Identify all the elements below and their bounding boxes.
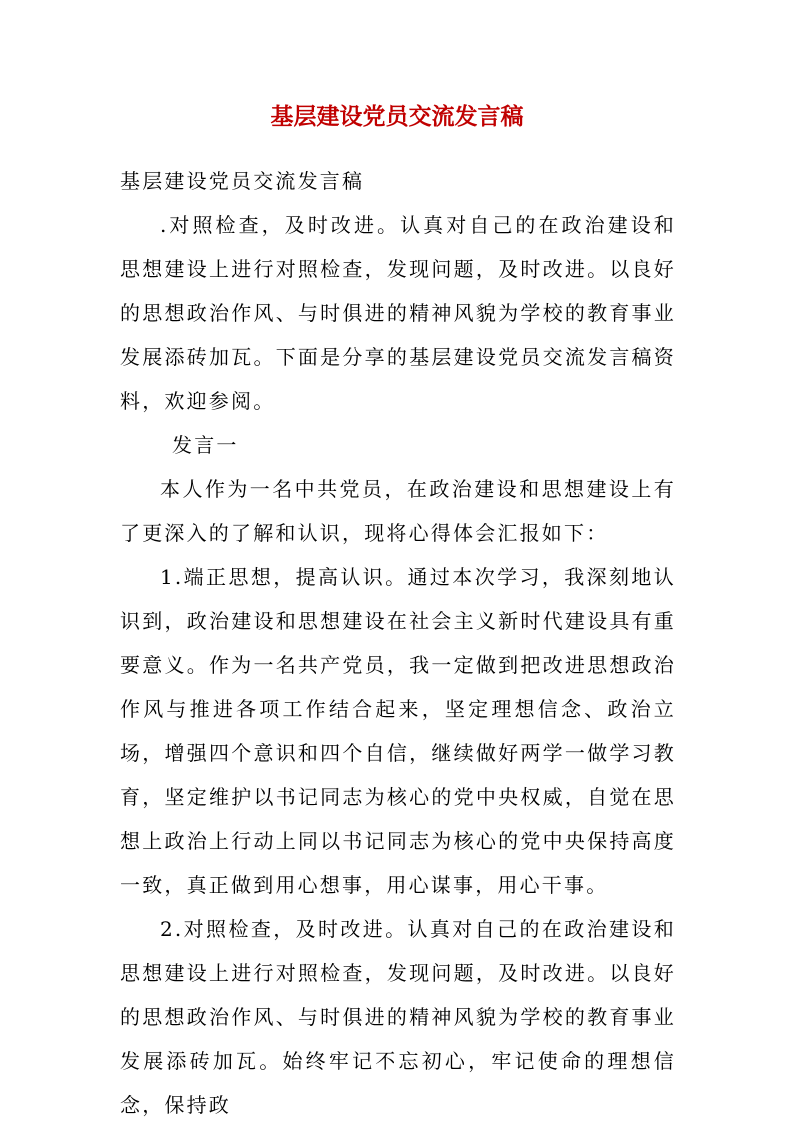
body-paragraph: 2.对照检查，及时改进。认真对自己的在政治建设和思想建设上进行对照检查，发现问题，及时改进。以良好的思想政治作风、与时俱进的精神风貌为学校的教育事业发展添砖加瓦。始终牢记不忘初心，牢记使命的理想信念，保持政 (120, 917, 676, 1117)
section-heading: 发言一 (172, 433, 239, 457)
document-body (120, 159, 676, 1127)
body-paragraph: 本人作为一名中共党员，在政治建设和思想建设上有了更深入的了解和认识，现将心得体会汇报如下： (120, 477, 676, 545)
body-paragraph: 1.端正思想，提高认识。通过本次学习，我深刻地认识到，政治建设和思想建设在社会主义新时代建设具有重要意义。作为一名共产党员，我一定做到把改进思想政治作风与推进各项工作结合起来，坚定理想信念、政治立场，增强四个意识和四个自信，继续做好两学一做学习教育，坚定维护以书记同志为核心的党中央权威，自觉在思想上政治上行动上同以书记同志为核心的党中央保持高度一致，真正做到用心想事，用心谋事，用心干事。 (120, 565, 676, 897)
document-subtitle: 基层建设党员交流发言稿 (120, 169, 365, 193)
document-title: 基层建设党员交流发言稿 (270, 103, 524, 130)
intro-paragraph: .对照检查，及时改进。认真对自己的在政治建设和思想建设上进行对照检查，发现问题，及时改进。以良好的思想政治作风、与时俱进的精神风貌为学校的教育事业发展添砖加瓦。下面是分享的基层建设党员交流发言稿资料，欢迎参阅。 (120, 213, 676, 413)
